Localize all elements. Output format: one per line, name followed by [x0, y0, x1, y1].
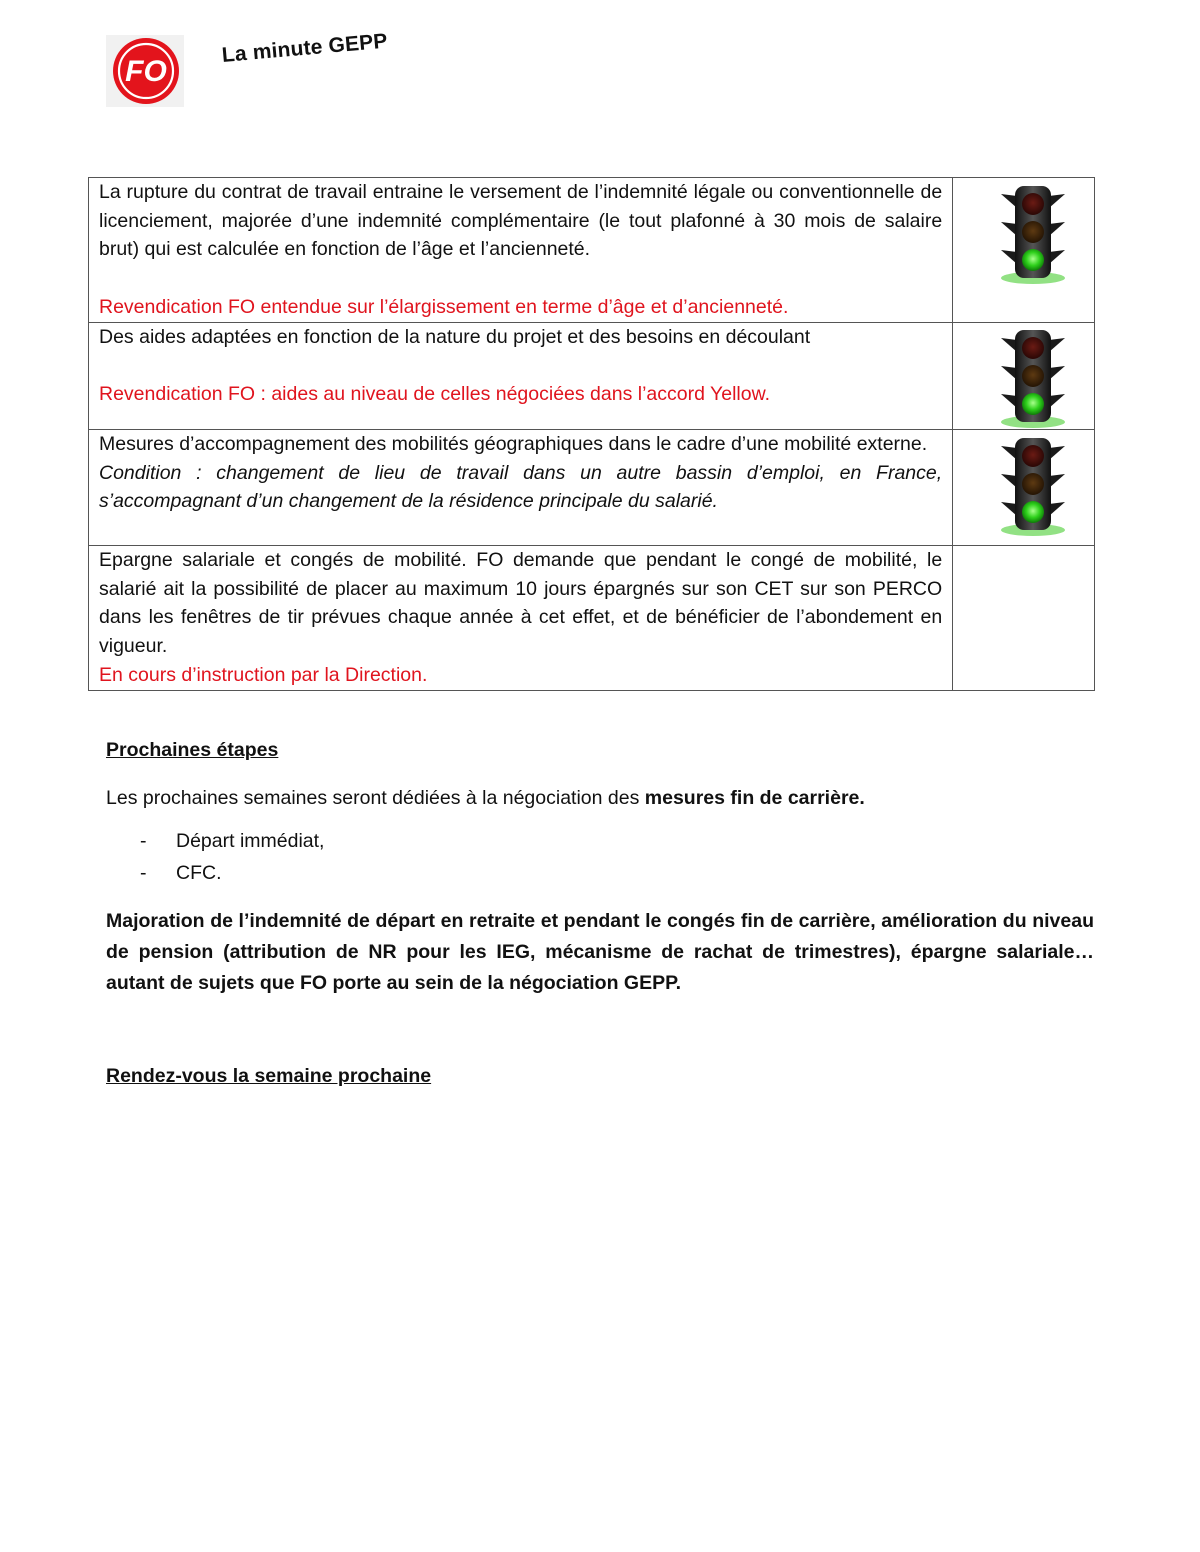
traffic-light-green-icon: [995, 182, 1071, 286]
table-cell-text: [89, 430, 953, 546]
row-text: Mesures d’accompagnement des mobilités géographiques dans le cadre d’une mobilité externe.: [99, 433, 928, 455]
row-italic-condition: Condition : changement de lieu de travail dans un autre bassin d’emploi, en France, s’accompagnant d’un changement de la résidence principale du salarié.: [99, 461, 943, 513]
table-cell-text: [89, 546, 953, 691]
document-title: La minute GEPP: [220, 29, 389, 67]
table-row: [89, 323, 1095, 430]
next-steps-intro: [106, 783, 1094, 814]
list-item: - CFC.: [140, 862, 324, 894]
intro-text: Les prochaines semaines seront dédiées à la négociation des: [106, 787, 645, 809]
table-cell-signal: [953, 178, 1095, 323]
row-red-note: Revendication FO : aides au niveau de celles négociées dans l’accord Yellow.: [99, 383, 771, 406]
svg-text:FO: FO: [125, 55, 167, 88]
traffic-light-green-icon: [995, 434, 1071, 538]
table-cell-signal-empty: [953, 546, 1095, 691]
next-steps-list: [140, 830, 324, 894]
row-red-note: Revendication FO entendue sur l’élargissement en terme d’âge et d’ancienneté.: [99, 295, 789, 318]
table-row: [89, 178, 1095, 323]
bold-summary-paragraph: Majoration de l’indemnité de départ en retraite et pendant le congés fin de carrière, amélioration du niveau de pension (attribution de NR pour les IEG, mécanisme de rachat de trimestres), épargne salariale… autant de sujets que FO porte au sein de la négociation GEPP.: [106, 910, 1094, 994]
intro-bold-text: mesures fin de carrière.: [644, 787, 865, 809]
table-row: [89, 430, 1095, 546]
next-steps-heading: Prochaines étapes: [106, 739, 279, 761]
list-item-text: Départ immédiat,: [176, 830, 325, 852]
row-text: Epargne salariale et congés de mobilité. FO demande que pendant le congé de mobilité, le salarié ait la possibilité de placer au maximum 10 jours épargnés sur son CET sur son PERCO dans les fenêtres de tir prévues chaque année à cet effet, et de bénéficier de l’abondement en vigueur.: [99, 549, 943, 658]
list-item-text: CFC.: [176, 862, 222, 884]
fo-logo-icon: [106, 35, 184, 107]
table-cell-text: [89, 323, 953, 430]
list-item: - Départ immédiat,: [140, 830, 324, 862]
row-text: Des aides adaptées en fonction de la nature du projet et des besoins en découlant: [99, 326, 811, 348]
table-cell-signal: [953, 430, 1095, 546]
table-cell-signal: [953, 323, 1095, 430]
table-row: [89, 546, 1095, 691]
table-cell-text: [89, 178, 953, 323]
row-red-note: En cours d’instruction par la Direction.: [99, 663, 428, 686]
row-text: La rupture du contrat de travail entraine le versement de l’indemnité légale ou conventionnelle de licenciement, majorée d’une indemnité complémentaire (le tout plafonné à 30 mois de salaire brut) qui est calculée en fonction de l’âge et l’ancienneté.: [99, 181, 943, 261]
fo-logo: [106, 35, 184, 107]
measures-table: [88, 177, 1095, 691]
traffic-light-green-icon: [995, 326, 1071, 430]
closing-heading: Rendez-vous la semaine prochaine: [106, 1065, 432, 1087]
